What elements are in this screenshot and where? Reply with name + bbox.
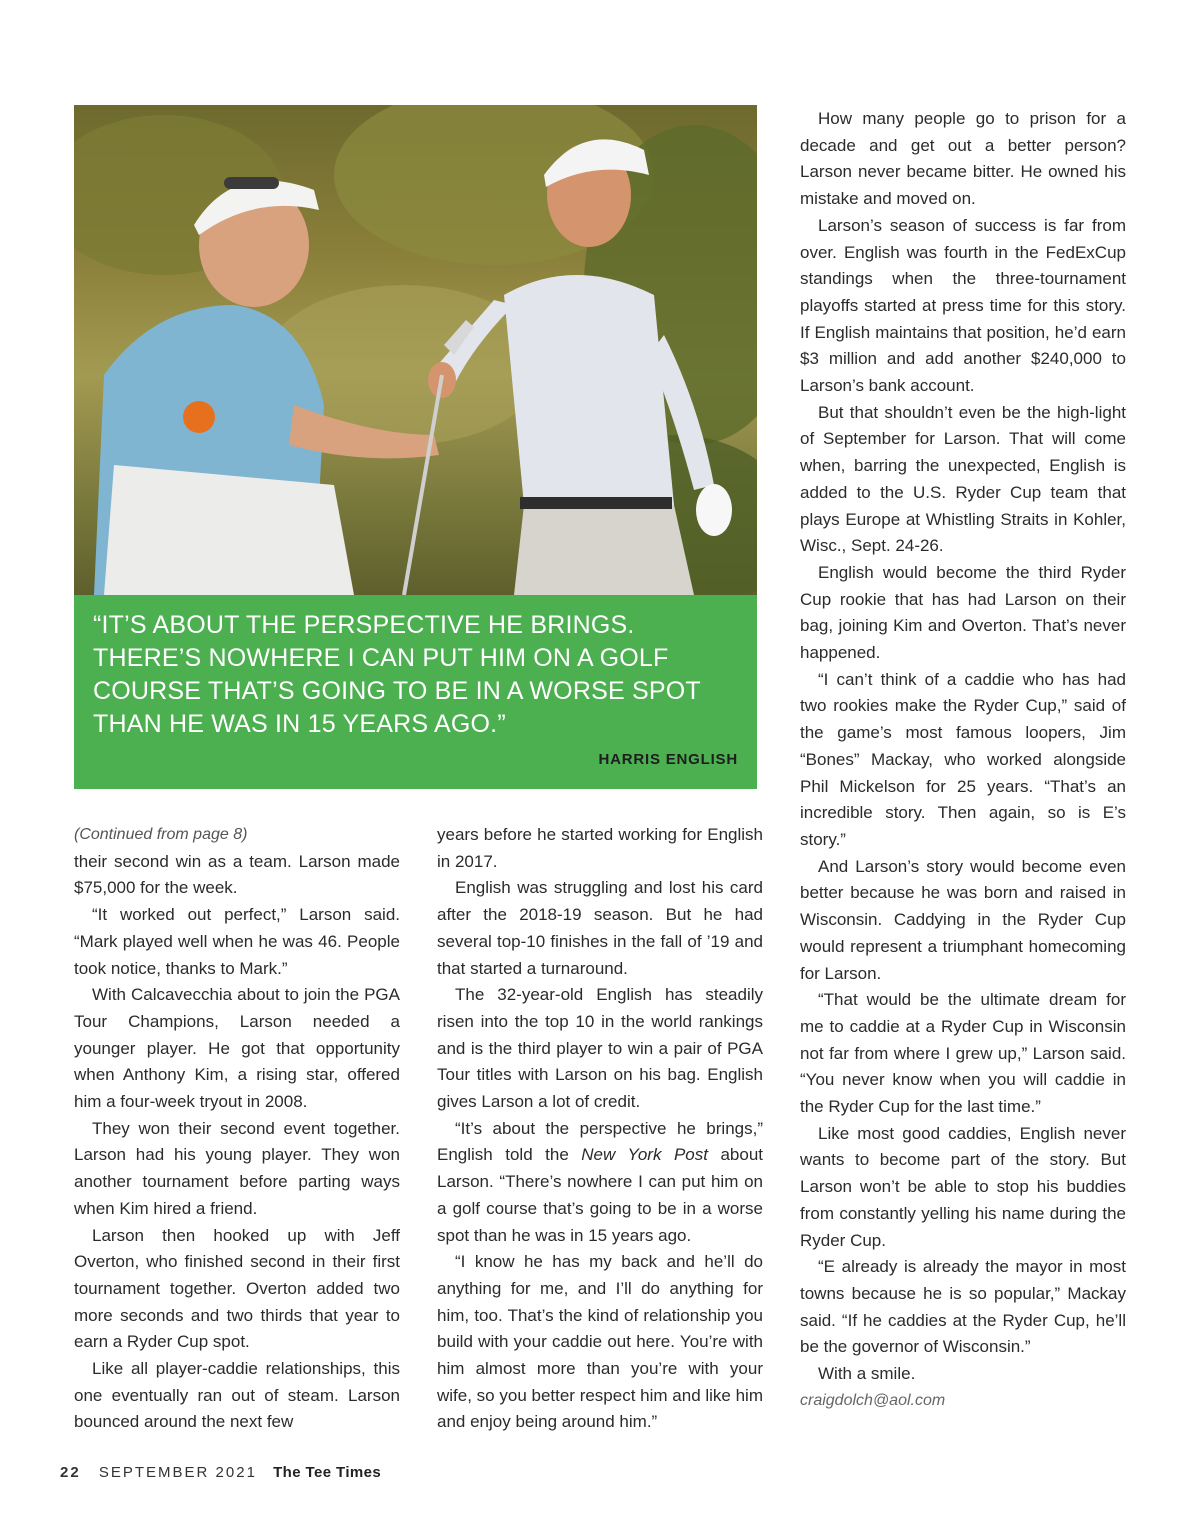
paragraph: Larson’s season of success is far from over. English was fourth in the FedExCup standings when the three-tournament playoffs started at press time for this story. If English maintains that position, he’d earn $3 million and add another $240,000 to Larson’s bank account.: [800, 215, 1126, 396]
paragraph: Like most good caddies, English never wants to become part of the story. But Larson won’t be able to stop his buddies from constantly yelling his name during the Ryder Cup.: [800, 1123, 1126, 1250]
paragraph-text: about Larson. “There’s nowhere I can put him on a golf course that’s going to be in a worse spot than he was in 15 years ago.: [437, 1145, 764, 1245]
paragraph: They won their second event together. Larson had his young player. They won another tournament before parting ways when Kim hired a friend.: [74, 1118, 400, 1218]
pull-quote-attribution: HARRIS ENGLISH: [598, 751, 738, 768]
paragraph: “It worked out perfect,” Larson said. “Mark played well when he was 46. People took notice, thanks to Mark.”: [74, 905, 400, 978]
continued-note: (Continued from page 8): [74, 826, 248, 843]
paragraph-text: “It’s about the perspective he brings,” English told the: [437, 1118, 763, 1165]
paragraph: “That would be the ultimate dream for me to caddie at a Ryder Cup in Wisconsin not far from where I grew up,” Larson said. “You never know when you will caddie in the Ryder Cup for the last time.”: [800, 990, 1126, 1117]
page-footer: [60, 1464, 381, 1481]
publication-name: New York Post: [581, 1145, 708, 1165]
pull-quote: [74, 595, 757, 789]
paragraph: Larson then hooked up with Jeff Overton, who finished second in their first tournament together. Overton added two more seconds and two thirds that year to earn a Ryder Cup spot.: [74, 1225, 400, 1352]
pull-quote-line: THERE’S NOWHERE I CAN PUT HIM ON A GOLF: [93, 644, 669, 672]
paragraph: The 32-year-old English has steadily risen into the top 10 in the world rankings and is the third player to win a pair of PGA Tour titles with Larson on his bag. English gives Larson a lot of credit.: [437, 985, 763, 1112]
paragraph: years before he started working for English in 2017.: [437, 825, 763, 871]
paragraph: “I know he has my back and he’ll do anything for me, and I’ll do anything for him, too. That’s the kind of relationship you build with your caddie out here. You’re with him almost more than you’re with your wife, so you better respect him and like him and enjoy being around him.”: [437, 1252, 763, 1432]
article-photo: [74, 105, 757, 595]
paragraph: With Calcavecchia about to join the PGA Tour Champions, Larson needed a younger player. He got that opportunity when Anthony Kim, a rising star, offered him a four-week tryout in 2008.: [74, 985, 400, 1112]
paragraph: Like all player-caddie relationships, this one eventually ran out of steam. Larson bounced around the next few: [74, 1359, 400, 1432]
golf-photo-illustration: [74, 105, 757, 595]
article-column-2: [437, 822, 763, 1436]
page-number: 22: [60, 1464, 81, 1481]
paragraph: How many people go to prison for a decade and get out a better person? Larson never became bitter. He owned his mistake and moved on.: [800, 109, 1126, 209]
paragraph: English would become the third Ryder Cup rookie that has had Larson on their bag, joining Kim and Overton. That’s never happened.: [800, 562, 1126, 663]
paragraph: But that shouldn’t even be the high-light of September for Larson. That will come when, barring the unexpected, English is added to the U.S. Ryder Cup team that plays Europe at Whistling Straits in Kohler, Wisc., Sept. 24-26.: [800, 402, 1126, 556]
pull-quote-text: [93, 609, 737, 741]
magazine-name: The Tee Times: [273, 1464, 382, 1481]
paragraph: “I can’t think of a caddie who has had two rookies make the Ryder Cup,” said of the game’s most famous loopers, Jim “Bones” Mackay, who worked alongside Phil Mickelson for 25 years. “That’s an incredible story. Then again, so is E’s story.”: [800, 669, 1126, 849]
paragraph: And Larson’s story would become even better because he was born and raised in Wisconsin. Caddying in the Ryder Cup would represent a triumphant homecoming for Larson.: [800, 856, 1126, 983]
pull-quote-line: COURSE THAT’S GOING TO BE IN A WORSE SPOT: [93, 677, 701, 705]
paragraph: their second win as a team. Larson made $75,000 for the week.: [74, 851, 400, 898]
paragraph: “E already is already the mayor in most towns because he is so popular,” Mackay said. “If he caddies at the Ryder Cup, he’ll be the governor of Wisconsin.”: [800, 1257, 1126, 1357]
paragraph: [437, 1116, 763, 1250]
article-column-1: [74, 822, 400, 1436]
issue-date: SEPTEMBER 2021: [98, 1464, 257, 1481]
paragraph: With a smile.: [818, 1364, 916, 1384]
pull-quote-line: “IT’S ABOUT THE PERSPECTIVE HE BRINGS.: [93, 611, 635, 639]
pull-quote-line: THAN HE WAS IN 15 YEARS AGO.”: [93, 710, 506, 738]
paragraph: English was struggling and lost his card after the 2018-19 season. But he had several top-10 finishes in the fall of ’19 and that started a turnaround.: [437, 878, 763, 978]
article-column-3: [800, 106, 1126, 1414]
author-email: craigdolch@aol.com: [800, 1391, 946, 1409]
